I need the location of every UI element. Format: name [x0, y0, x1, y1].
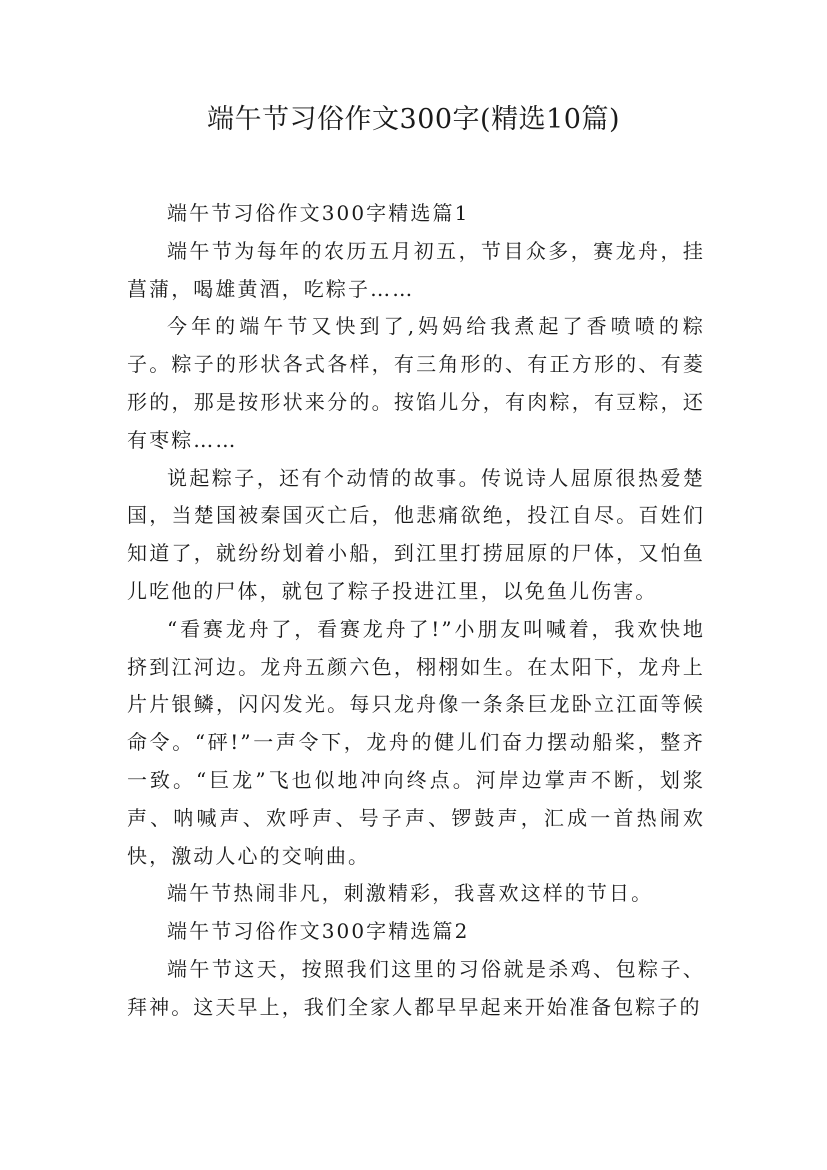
paragraph-customs: 端午节这天，按照我们这里的习俗就是杀鸡、包粽子、拜神。这天早上，我们全家人都早早起来开始准备包粽子的 — [127, 956, 705, 1019]
paragraph-quyuan-story: 说起粽子，还有个动情的故事。传说诗人屈原很热爱楚国，当楚国被秦国灭亡后，他悲痛欲绝，投江自尽。百姓们知道了，就纷纷划着小船，到江里打捞屈原的尸体，又怕鱼儿吃他的尸体，就包了粽子投进江里，以免鱼儿伤害。 — [127, 465, 705, 603]
paragraph-intro: 端午节为每年的农历五月初五，节目众多，赛龙舟，挂菖蒲，喝雄黄酒，吃粽子…… — [127, 238, 705, 301]
paragraph-dragon-boat-race: “看赛龙舟了，看赛龙舟了!”小朋友叫喊着，我欢快地挤到江河边。龙舟五颜六色，栩栩如生。在太阳下，龙舟上片片银鳞，闪闪发光。每只龙舟像一条条巨龙卧立江面等候命令。“砰!”一声令下，龙舟的健儿们奋力摆动船桨，整齐一致。“巨龙”飞也似地冲向终点。河岸边掌声不断，划浆声、呐喊声、欢呼声、号子声、锣鼓声，汇成一首热闹欢快，激动人心的交响曲。 — [127, 616, 705, 868]
section-heading-2: 端午节习俗作文300字精选篇2 — [167, 919, 470, 944]
section-heading-1: 端午节习俗作文300字精选篇1 — [167, 201, 470, 225]
paragraph-zongzi-shapes: 今年的端午节又快到了,妈妈给我煮起了香喷喷的粽子。粽子的形状各式各样，有三角形的、有正方形的、有菱形的，那是按形状来分的。按馅儿分，有肉粽，有豆粽，还有枣粽…… — [127, 314, 705, 452]
document-title: 端午节习俗作文300字(精选10篇) — [207, 104, 620, 135]
document-body — [127, 195, 705, 1027]
paragraph-conclusion: 端午节热闹非凡，刺激精彩，我喜欢这样的节日。 — [167, 881, 654, 906]
